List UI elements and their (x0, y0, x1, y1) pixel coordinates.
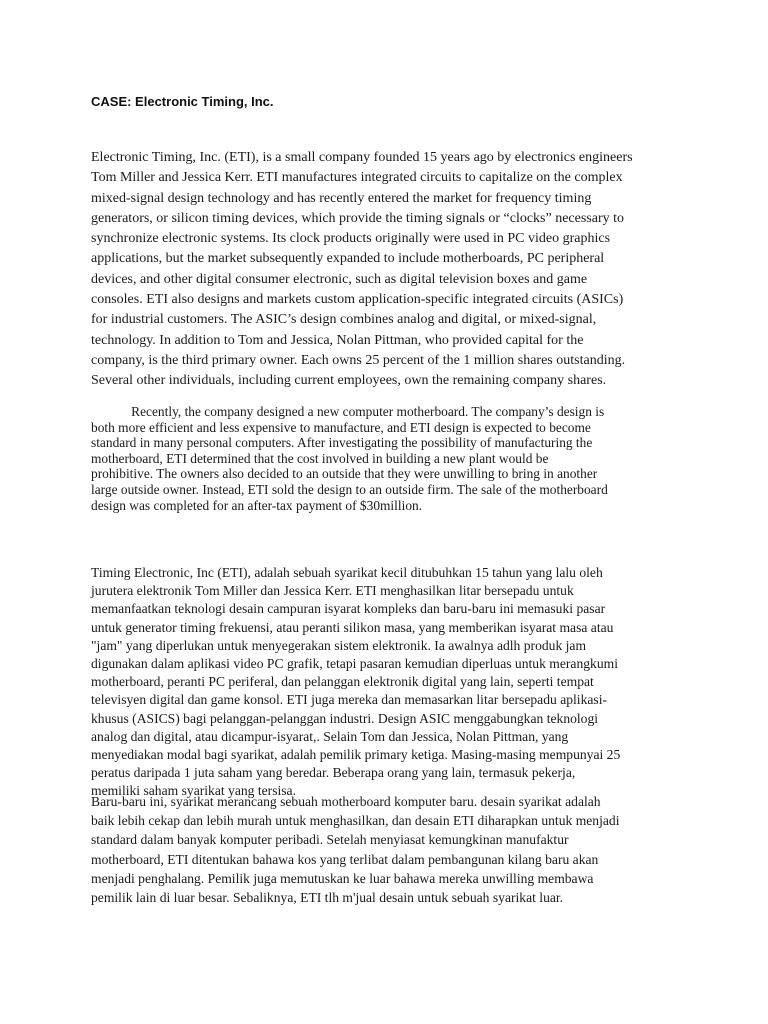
text-line: design was completed for an after-tax payment of $30million. (91, 497, 423, 513)
text-line: Recently, the company designed a new computer motherboard. The company’s design is (91, 404, 605, 419)
text-line: menyediakan modal bagi syarikat, adalah pemilik primary ketiga. Masing-masing mempunyai 25 (91, 747, 621, 763)
text-line: for industrial customers. The ASIC’s design combines analog and digital, or mixed-signal, (91, 312, 597, 328)
text-line: applications, but the market subsequently expanded to include motherboards, PC peripheral (91, 251, 605, 267)
text-line: khusus (ASICS) bagi pelanggan-pelanggan industri. Design ASIC menggabungkan teknologi (91, 710, 599, 726)
text-line: devices, and other digital consumer electronic, such as digital television boxes and game (91, 271, 588, 287)
paragraph-english-2 (91, 404, 608, 513)
text-line: company, is the third primary owner. Each owns 25 percent of the 1 million shares outstanding. (91, 352, 626, 368)
text-line: jurutera elektronik Tom Miller dan Jessica Kerr. ETI menghasilkan litar bersepadu untuk (91, 583, 574, 599)
text-line: "jam" yang diperlukan untuk menyegerakan sistem elektronik. Ia awalnya adlh produk jam (91, 637, 587, 653)
text-line: prohibitive. The owners also decided to an outside that they were unwilling to bring in another (91, 466, 598, 482)
text-line: consoles. ETI also designs and markets custom application-specific integrated circuits (ASICs) (91, 292, 624, 308)
text-line: baik lebih cekap dan lebih murah untuk menghasilkan, dan desain ETI diharapkan untuk menjadi (91, 813, 620, 829)
text-line: pemilik lain di luar besar. Sebaliknya, ETI tlh m'jual desain untuk sebuah syarikat luar. (91, 890, 564, 906)
document-title: CASE: Electronic Timing, Inc. (91, 94, 274, 109)
text-line: untuk generator timing frekuensi, atau peranti silikon masa, yang memberikan isyarat masa atau (91, 619, 614, 635)
paragraph-english-1 (91, 148, 633, 392)
text-line: motherboard, peranti PC periferal, dan pelanggan elektronik digital yang lain, seperti tempat (91, 674, 594, 690)
text-line: technology. In addition to Tom and Jessica, Nolan Pittman, who provided capital for the (91, 332, 584, 348)
text-line: digunakan dalam aplikasi video PC grafik, tetapi pasaran kemudian diperluas untuk merangkumi (91, 656, 618, 672)
text-line: memiliki saham syarikat yang tersisa. (91, 783, 296, 799)
text-line: memanfaatkan teknologi desain campuran isyarat kompleks dan baru-baru ini memasuki pasar (91, 601, 606, 617)
text-line: mixed-signal design technology and has recently entered the market for frequency timing (91, 190, 592, 206)
text-line: synchronize electronic systems. Its clock products originally were used in PC video graphics (91, 231, 611, 247)
text-line: motherboard, ETI ditentukan bahawa kos yang terlibat dalam pembangunan kilang baru akan (91, 851, 599, 867)
paragraph-malay-1 (91, 564, 620, 801)
text-line: peratus daripada 1 juta saham yang beredar. Beberapa orang yang lain, termasuk pekerja, (91, 765, 576, 781)
text-line: Timing Electronic, Inc (ETI), adalah sebuah syarikat kecil ditubuhkan 15 tahun yang lalu oleh (91, 565, 603, 580)
text-line: generators, or silicon timing devices, which provide the timing signals or “clocks” necessary to (91, 210, 625, 226)
text-line: Electronic Timing, Inc. (ETI), is a small company founded 15 years ago by electronics engineers (91, 150, 633, 165)
paragraph-malay-2 (91, 792, 620, 907)
text-line: large outside owner. Instead, ETI sold the design to an outside firm. The sale of the motherboard (91, 481, 608, 497)
text-line: analog dan digital, atau dicampur-isyarat,. Selain Tom dan Jessica, Nolan Pittman, yang (91, 728, 569, 744)
text-line: standard dalam banyak komputer peribadi. Setelah menyiasat kemungkinan manufaktur (91, 832, 569, 848)
text-line: Baru-baru ini, syarikat merancang sebuah motherboard komputer baru. desain syarikat adalah (91, 794, 601, 809)
text-line: Tom Miller and Jessica Kerr. ETI manufactures integrated circuits to capitalize on the complex (91, 170, 623, 186)
text-line: both more efficient and less expensive to manufacture, and ETI design is expected to become (91, 419, 591, 435)
text-line: motherboard, ETI determined that the cost involved in building a new plant would be (91, 450, 549, 466)
text-line: televisyen digital dan game konsol. ETI juga mereka dan memasarkan litar bersepadu aplikasi- (91, 692, 608, 708)
text-line: Several other individuals, including current employees, own the remaining company shares. (91, 373, 607, 389)
text-line: standard in many personal computers. After investigating the possibility of manufacturing the (91, 435, 593, 451)
text-line: menjadi penghalang. Pemilik juga memutuskan ke luar bahawa mereka unwilling membawa (91, 870, 594, 886)
